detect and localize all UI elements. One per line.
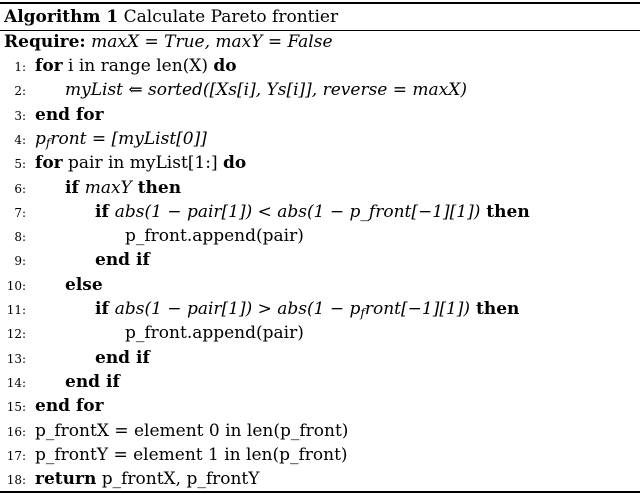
line-number: 13: (6, 351, 26, 366)
line-code (65, 78, 467, 102)
code-token: p_frontY = element 1 in len(p_front) (35, 444, 348, 465)
code-line (0, 103, 640, 127)
code-line (0, 54, 640, 78)
line-number: 7: (14, 205, 26, 220)
code-line (0, 248, 640, 272)
code-line (0, 127, 640, 151)
code-token: pair in myList[1:] (62, 153, 224, 174)
line-code (125, 321, 304, 345)
algorithm-label: Algorithm 1 (4, 7, 119, 27)
keyword-token: end if (95, 347, 150, 368)
keyword-token: for (35, 153, 63, 174)
line-code (35, 151, 246, 175)
code-line (0, 321, 640, 345)
code-line (0, 297, 640, 321)
code-token: abs(1 − pair[1]) > abs(1 − p (114, 299, 361, 319)
line-number: 12: (6, 327, 26, 342)
require-line (4, 30, 333, 54)
line-number: 9: (14, 254, 26, 269)
code-line (0, 176, 640, 200)
code-token: p_frontX = element 0 in len(p_front) (35, 420, 349, 441)
line-code (35, 394, 104, 418)
code-line (0, 224, 640, 248)
code-line (0, 78, 640, 102)
line-number: 10: (6, 278, 26, 293)
code-token: p_front.append(pair) (125, 323, 304, 344)
keyword-token: then (131, 177, 182, 198)
code-token: myList ⇐ sorted([Xs[i], Ys[i]], reverse = maxX) (65, 80, 467, 101)
line-code (125, 224, 304, 248)
code-token: i in range len(X) (62, 56, 214, 76)
keyword-token: return (35, 469, 97, 490)
code-line (0, 151, 640, 175)
line-number: 8: (14, 230, 26, 245)
code-token: p_frontX, p_frontY (96, 469, 260, 490)
code-line (0, 394, 640, 418)
line-code (65, 176, 181, 200)
line-number: 18: (6, 473, 26, 488)
code-line (0, 467, 640, 491)
line-number: 17: (6, 448, 26, 463)
keyword-token: do (213, 56, 237, 76)
line-code (95, 346, 150, 370)
line-number: 15: (6, 400, 26, 415)
keyword-token: do (223, 153, 247, 174)
keyword-token: if (65, 177, 85, 198)
algorithm-title (4, 5, 338, 29)
line-code (65, 273, 103, 297)
require-keyword: Require: (4, 32, 86, 52)
line-number: 16: (6, 424, 26, 439)
keyword-token: if (95, 201, 115, 222)
code-token: abs(1 − pair[1]) < abs(1 − p_front[−1][1]) (114, 201, 481, 222)
code-token: f (360, 306, 365, 320)
code-token: ront[−1][1]) (364, 299, 471, 319)
line-code (65, 370, 120, 394)
require-text: maxX = True, maxY = False (91, 32, 333, 52)
line-number: 11: (6, 303, 26, 317)
keyword-token: then (470, 299, 520, 319)
keyword-token: end for (35, 104, 104, 125)
keyword-token: then (480, 201, 530, 222)
line-code (35, 419, 348, 443)
code-line (0, 346, 640, 370)
code-line (0, 443, 640, 467)
keyword-token: end if (95, 250, 150, 271)
code-token: ront = [myList[0]] (50, 128, 207, 149)
code-token: p_front.append(pair) (125, 226, 304, 247)
line-code (95, 200, 530, 224)
line-number: 4: (14, 132, 26, 147)
code-line (0, 370, 640, 394)
code-line (0, 419, 640, 443)
line-number: 1: (14, 60, 26, 74)
line-number: 6: (14, 181, 26, 196)
code-line (0, 273, 640, 297)
keyword-token: if (95, 299, 115, 319)
bottom-rule (0, 491, 640, 493)
line-code (35, 443, 348, 467)
code-token: f (45, 135, 51, 150)
line-number: 3: (14, 108, 26, 123)
line-code (35, 54, 237, 78)
keyword-token: end if (65, 371, 120, 392)
line-code (35, 103, 104, 127)
keyword-token: else (65, 274, 103, 295)
algorithm-title-text: Calculate Pareto frontier (123, 7, 339, 27)
line-number: 2: (14, 84, 26, 99)
line-code (35, 467, 259, 491)
top-rule (0, 2, 640, 4)
code-line (0, 200, 640, 224)
line-code (95, 248, 150, 272)
keyword-token: end for (35, 396, 104, 417)
code-token: p (35, 128, 46, 149)
code-token: maxY (84, 177, 132, 198)
keyword-token: for (35, 56, 63, 76)
line-number: 14: (6, 375, 26, 390)
line-number: 5: (14, 157, 26, 172)
